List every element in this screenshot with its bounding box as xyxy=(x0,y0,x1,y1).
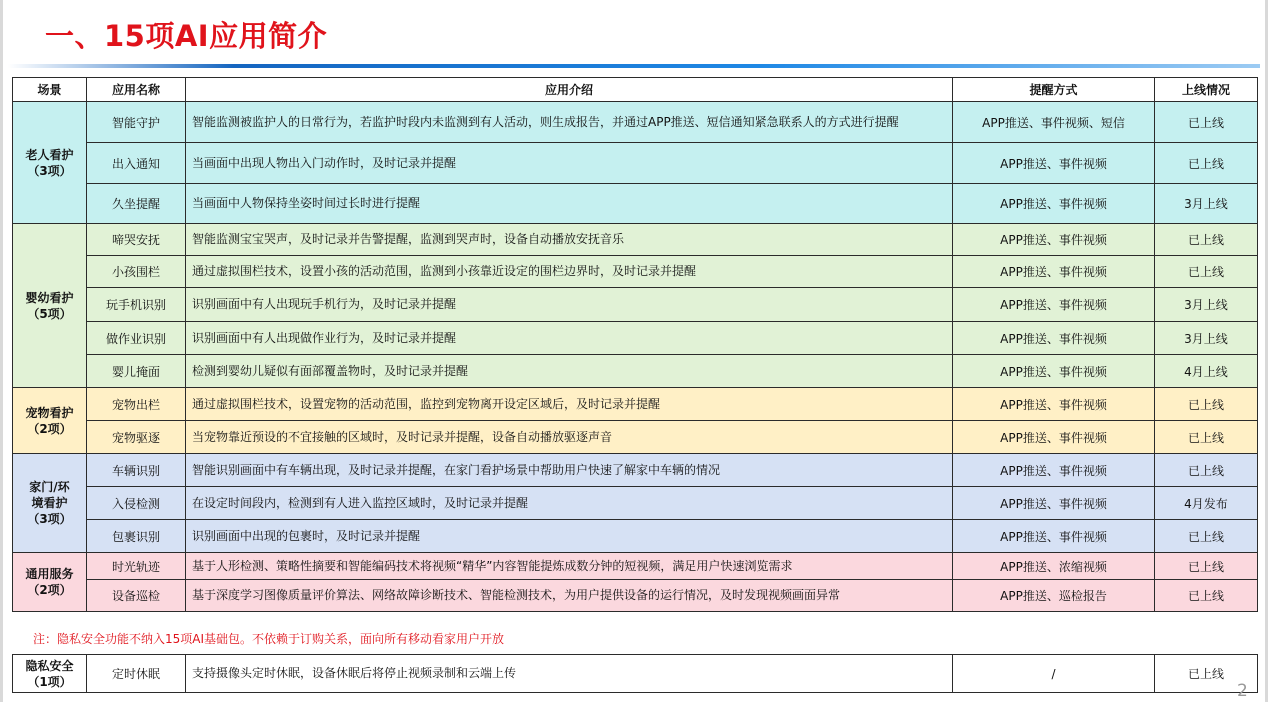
remind-cell: APP推送、事件视频 xyxy=(953,288,1155,322)
app-desc-cell: 当画面中人物保持坐姿时间过长时进行提醒 xyxy=(186,184,953,224)
app-desc-cell: 通过虚拟围栏技术，设置小孩的活动范围，监测到小孩靠近设定的围栏边界时，及时记录并提醒 xyxy=(186,256,953,288)
remind-cell: APP推送、事件视频 xyxy=(953,224,1155,256)
app-name-cell: 智能守护 xyxy=(87,102,186,143)
remind-cell: APP推送、浓缩视频 xyxy=(953,553,1155,580)
app-desc-cell: 基于人形检测、策略性摘要和智能编码技术将视频“精华”内容智能提炼成数分钟的短视频，满足用户快速浏览需求 xyxy=(186,553,953,580)
status-cell: 已上线 xyxy=(1155,580,1258,612)
app-desc-cell: 智能监测宝宝哭声，及时记录并告警提醒，监测到哭声时，设备自动播放安抚音乐 xyxy=(186,224,953,256)
table-row xyxy=(13,553,1258,580)
app-name-cell: 做作业识别 xyxy=(87,322,186,355)
header-remind-method: 提醒方式 xyxy=(953,78,1155,102)
table-row xyxy=(13,224,1258,256)
remind-cell: APP推送、事件视频 xyxy=(953,388,1155,421)
app-desc-cell: 检测到婴幼儿疑似有面部覆盖物时，及时记录并提醒 xyxy=(186,355,953,388)
app-desc-cell: 识别画面中有人出现玩手机行为，及时记录并提醒 xyxy=(186,288,953,322)
status-cell: 已上线 xyxy=(1155,224,1258,256)
status-cell: 3月上线 xyxy=(1155,184,1258,224)
header-app-intro: 应用介绍 xyxy=(186,78,953,102)
app-desc-cell: 识别画面中有人出现做作业行为，及时记录并提醒 xyxy=(186,322,953,355)
app-desc-cell: 支持摄像头定时休眠，设备休眠后将停止视频录制和云端上传 xyxy=(186,655,953,693)
remind-cell: APP推送、事件视频、短信 xyxy=(953,102,1155,143)
remind-cell: APP推送、事件视频 xyxy=(953,256,1155,288)
app-name-cell: 设备巡检 xyxy=(87,580,186,612)
scene-cell: 宠物看护 （2项） xyxy=(13,388,87,454)
status-cell: 已上线 xyxy=(1155,454,1258,487)
status-cell: 已上线 xyxy=(1155,553,1258,580)
remind-cell: APP推送、事件视频 xyxy=(953,143,1155,184)
app-desc-cell: 在设定时间段内，检测到有人进入监控区域时，及时记录并提醒 xyxy=(186,487,953,520)
status-cell: 3月上线 xyxy=(1155,288,1258,322)
scene-cell: 婴幼看护 （5项） xyxy=(13,224,87,388)
app-name-cell: 小孩围栏 xyxy=(87,256,186,288)
table-body xyxy=(13,102,1258,612)
scene-cell: 隐私安全 （1项） xyxy=(13,655,87,693)
app-desc-cell: 通过虚拟围栏技术，设置宠物的活动范围，监控到宠物离开设定区域后，及时记录并提醒 xyxy=(186,388,953,421)
app-name-cell: 时光轨迹 xyxy=(87,553,186,580)
table-row xyxy=(13,388,1258,421)
app-name-cell: 婴儿掩面 xyxy=(87,355,186,388)
remind-cell: APP推送、事件视频 xyxy=(953,454,1155,487)
remind-cell: APP推送、巡检报告 xyxy=(953,580,1155,612)
table-row xyxy=(13,322,1258,355)
ai-apps-table xyxy=(12,77,1258,612)
title-divider xyxy=(8,64,1260,68)
remind-cell: APP推送、事件视频 xyxy=(953,184,1155,224)
table-row xyxy=(13,487,1258,520)
remind-cell: APP推送、事件视频 xyxy=(953,322,1155,355)
app-name-cell: 宠物驱逐 xyxy=(87,421,186,454)
app-name-cell: 车辆识别 xyxy=(87,454,186,487)
table-row xyxy=(13,355,1258,388)
header-launch-status: 上线情况 xyxy=(1155,78,1258,102)
app-desc-cell: 基于深度学习图像质量评价算法、网络故障诊断技术、智能检测技术，为用户提供设备的运行情况，及时发现视频画面异常 xyxy=(186,580,953,612)
app-name-cell: 入侵检测 xyxy=(87,487,186,520)
status-cell: 4月发布 xyxy=(1155,487,1258,520)
table-row xyxy=(13,520,1258,553)
remind-cell: APP推送、事件视频 xyxy=(953,355,1155,388)
table-row xyxy=(13,184,1258,224)
table-row xyxy=(13,143,1258,184)
status-cell: 已上线 xyxy=(1155,421,1258,454)
app-desc-cell: 识别画面中出现的包裹时，及时记录并提醒 xyxy=(186,520,953,553)
status-cell: 已上线 xyxy=(1155,143,1258,184)
privacy-table xyxy=(12,654,1258,693)
header-scene: 场景 xyxy=(13,78,87,102)
status-cell: 4月上线 xyxy=(1155,355,1258,388)
page-number: 2 xyxy=(1237,681,1248,701)
footnote: 注：隐私安全功能不纳入15项AI基础包。不依赖于订购关系，面向所有移动看家用户开放 xyxy=(33,632,505,646)
table-row xyxy=(13,288,1258,322)
app-name-cell: 久坐提醒 xyxy=(87,184,186,224)
status-cell: 已上线 xyxy=(1155,520,1258,553)
scene-cell: 老人看护 （3项） xyxy=(13,102,87,224)
table-row xyxy=(13,102,1258,143)
status-cell: 已上线 xyxy=(1155,388,1258,421)
remind-cell: APP推送、事件视频 xyxy=(953,487,1155,520)
app-desc-cell: 智能监测被监护人的日常行为，若监护时段内未监测到有人活动，则生成报告，并通过APP推送、短信通知紧急联系人的方式进行提醒 xyxy=(186,102,953,143)
scene-cell: 通用服务 （2项） xyxy=(13,553,87,612)
table-row xyxy=(13,580,1258,612)
app-name-cell: 宠物出栏 xyxy=(87,388,186,421)
status-cell: 3月上线 xyxy=(1155,322,1258,355)
app-name-cell: 出入通知 xyxy=(87,143,186,184)
table-row xyxy=(13,655,1258,693)
app-name-cell: 玩手机识别 xyxy=(87,288,186,322)
header-app-name: 应用名称 xyxy=(87,78,186,102)
status-cell: 已上线 xyxy=(1155,256,1258,288)
remind-cell: / xyxy=(953,655,1155,693)
status-cell: 已上线 xyxy=(1155,102,1258,143)
page-title: 一、15项AI应用简介 xyxy=(45,19,328,53)
app-desc-cell: 当画面中出现人物出入门动作时，及时记录并提醒 xyxy=(186,143,953,184)
scene-cell: 家门/环 境看护 （3项） xyxy=(13,454,87,553)
remind-cell: APP推送、事件视频 xyxy=(953,421,1155,454)
table-row xyxy=(13,421,1258,454)
status-cell: 已上线 xyxy=(1155,655,1258,693)
app-name-cell: 定时休眠 xyxy=(87,655,186,693)
table-row xyxy=(13,454,1258,487)
slide-left-border xyxy=(0,0,3,702)
app-desc-cell: 智能识别画面中有车辆出现，及时记录并提醒，在家门看护场景中帮助用户快速了解家中车辆的情况 xyxy=(186,454,953,487)
app-name-cell: 啼哭安抚 xyxy=(87,224,186,256)
app-name-cell: 包裹识别 xyxy=(87,520,186,553)
table-row xyxy=(13,256,1258,288)
remind-cell: APP推送、事件视频 xyxy=(953,520,1155,553)
table-header-row xyxy=(13,78,1258,102)
app-desc-cell: 当宠物靠近预设的不宜接触的区域时，及时记录并提醒，设备自动播放驱逐声音 xyxy=(186,421,953,454)
